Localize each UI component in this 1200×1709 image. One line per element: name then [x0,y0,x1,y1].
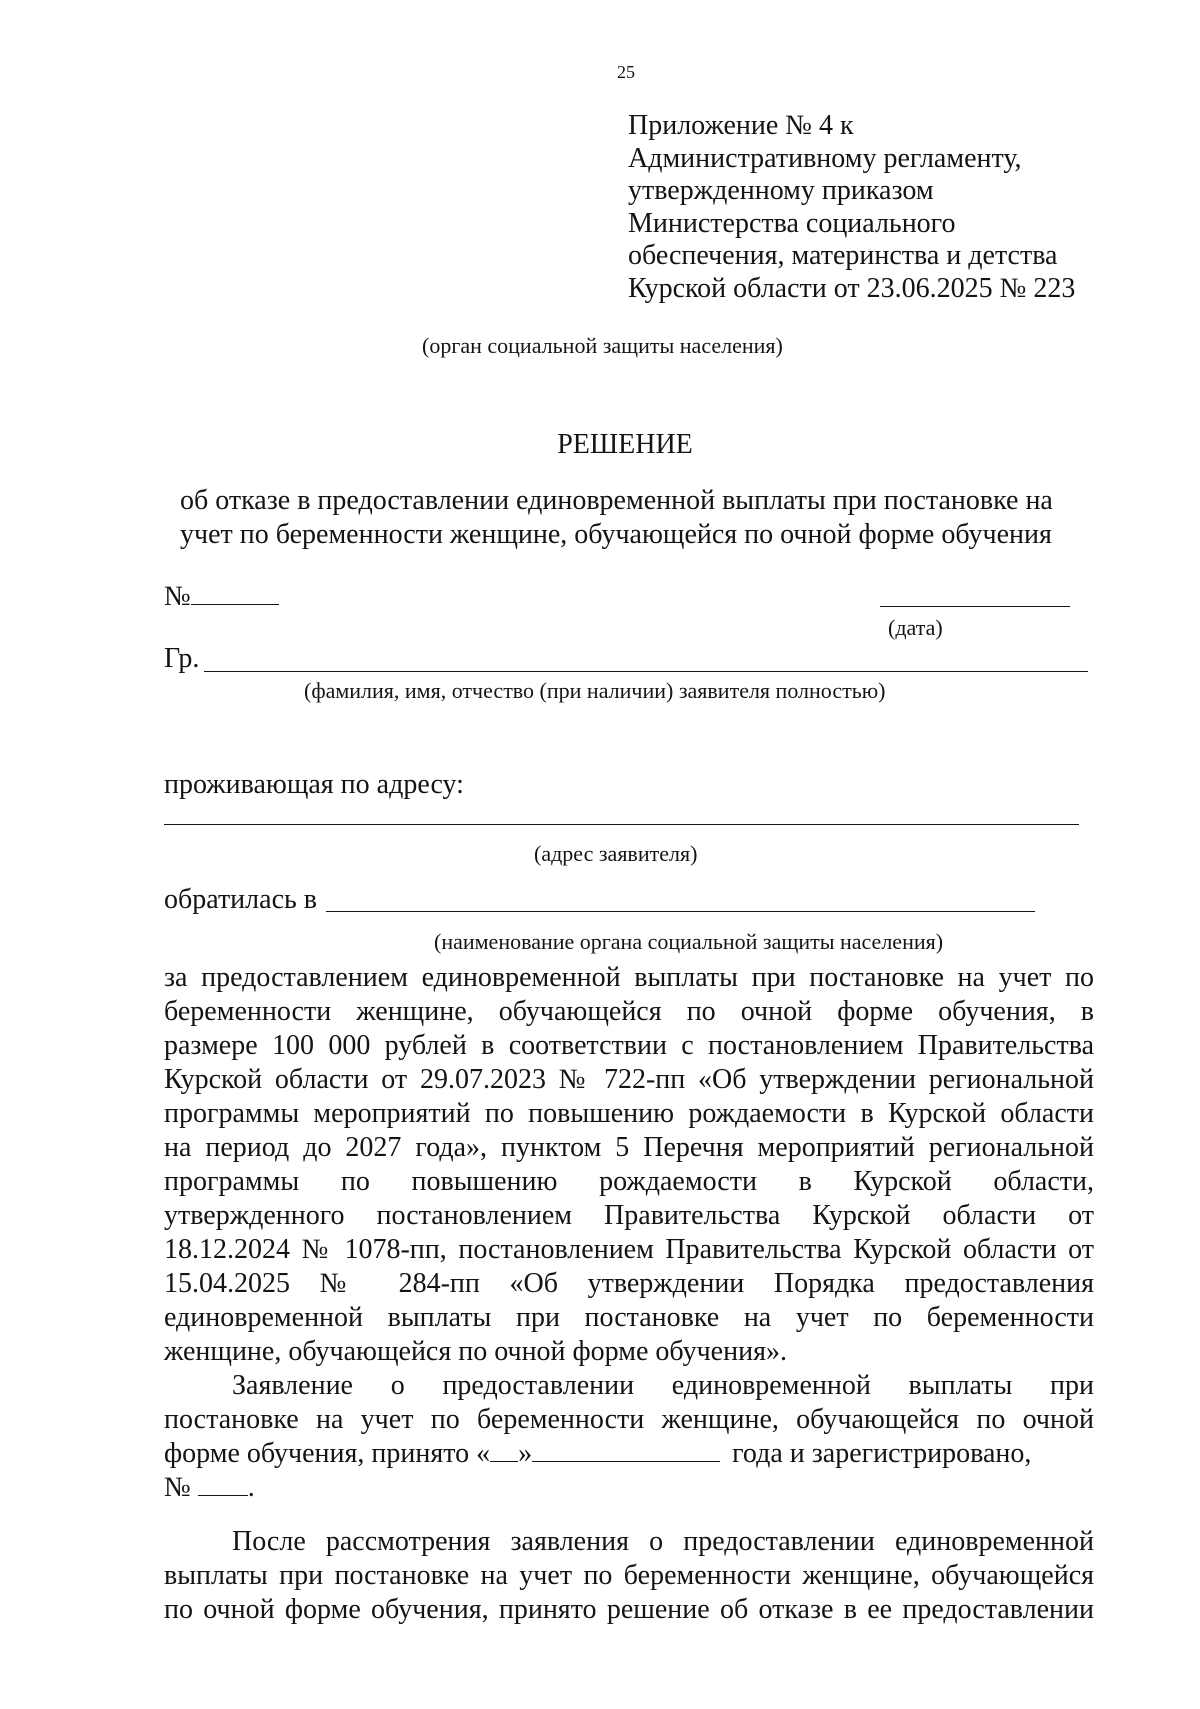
body-paragraph-line: на период до 2027 года», пунктом 5 Перечня мероприятий региональной [164,1132,1094,1163]
citizen-caption: (фамилия, имя, отчество (при наличии) заявителя полностью) [304,678,886,703]
registration-number [164,1471,255,1505]
appendix-line: Курской области от 23.06.2025 № 223 [628,272,1076,304]
number-field [164,580,279,614]
statement-line: постановке на учет по беременности женщине, обучающейся по очной [164,1404,1094,1435]
registration-number-blank [198,1471,248,1496]
body-paragraph-line: программы мероприятий по повышению рождаемости в Курской области [164,1098,1094,1129]
body-paragraph-line: единовременной выплаты при постановке на учет по беременности [164,1302,1094,1333]
body-paragraph-line: женщине, обучающейся по очной форме обучения». [164,1336,787,1367]
body-paragraph-line: программы по повышению рождаемости в Курской области, [164,1166,1094,1197]
appendix-line: Административному регламенту, [628,142,1022,174]
date-blank [880,606,1070,607]
applied-label: обратилась в [164,884,317,915]
subtitle-line-1: об отказе в предоставлении единовременной выплаты при постановке на [180,485,1053,516]
statement-accepted-text: форме обучения, принято « [164,1438,491,1469]
citizen-label: Гр. [164,643,200,674]
statement-line-date [164,1437,1031,1471]
statement-line: Заявление о предоставлении единовременной выплаты при [232,1370,1094,1401]
appendix-line: Приложение № 4 к [628,110,854,141]
appendix-line: обеспечения, материнства и детства [628,240,1058,271]
number-label: № [164,581,191,612]
body-paragraph-line: 18.12.2024 № 1078-пп, постановлением Правительства Курской области от [164,1234,1094,1265]
page-number: 25 [617,62,635,82]
decision-line: по очной форме обучения, принято решение об отказе в ее предоставлении [164,1594,1094,1625]
appendix-block [628,110,1075,305]
decision-line: выплаты при постановке на учет по беременности женщине, обучающейся [164,1560,1094,1591]
address-caption: (адрес заявителя) [534,841,698,866]
document-title: РЕШЕНИЕ [557,429,693,460]
month-blank [532,1437,720,1462]
applied-caption: (наименование органа социальной защиты населения) [434,929,944,954]
day-blank [490,1437,518,1462]
quote-close: » [518,1438,533,1469]
number-blank [191,580,279,605]
appendix-line: утвержденному приказом [628,175,934,206]
registration-number-label: № [164,1472,191,1503]
registration-period: . [247,1472,255,1503]
body-paragraph-line: за предоставлением единовременной выплаты при постановке на учет по [164,962,1094,993]
address-blank [164,824,1079,825]
body-paragraph-line: размере 100 000 рублей в соответствии с постановлением Правительства [164,1030,1094,1061]
subtitle-line-2: учет по беременности женщине, обучающейся по очной форме обучения [180,519,1052,550]
statement-registered-text: года и зарегистрировано, [732,1438,1032,1469]
decision-line: После рассмотрения заявления о предоставлении единовременной [232,1526,1094,1557]
body-paragraph-line: утвержденного постановлением Правительства Курской области от [164,1200,1094,1231]
body-paragraph-line: Курской области от 29.07.2023 № 722-пп «Об утверждении региональной [164,1064,1094,1095]
appendix-line: Министерства социального [628,207,956,239]
body-paragraph-line: беременности женщине, обучающейся по очной форме обучения, в [164,996,1094,1027]
org-caption: (орган социальной защиты населения) [422,333,783,358]
date-caption: (дата) [888,615,943,640]
body-paragraph-line: 15.04.2025 № 284-пп «Об утверждении Порядка предоставления [164,1268,1094,1299]
address-label: проживающая по адресу: [164,769,464,800]
citizen-blank [204,671,1088,672]
applied-blank [326,911,1035,912]
